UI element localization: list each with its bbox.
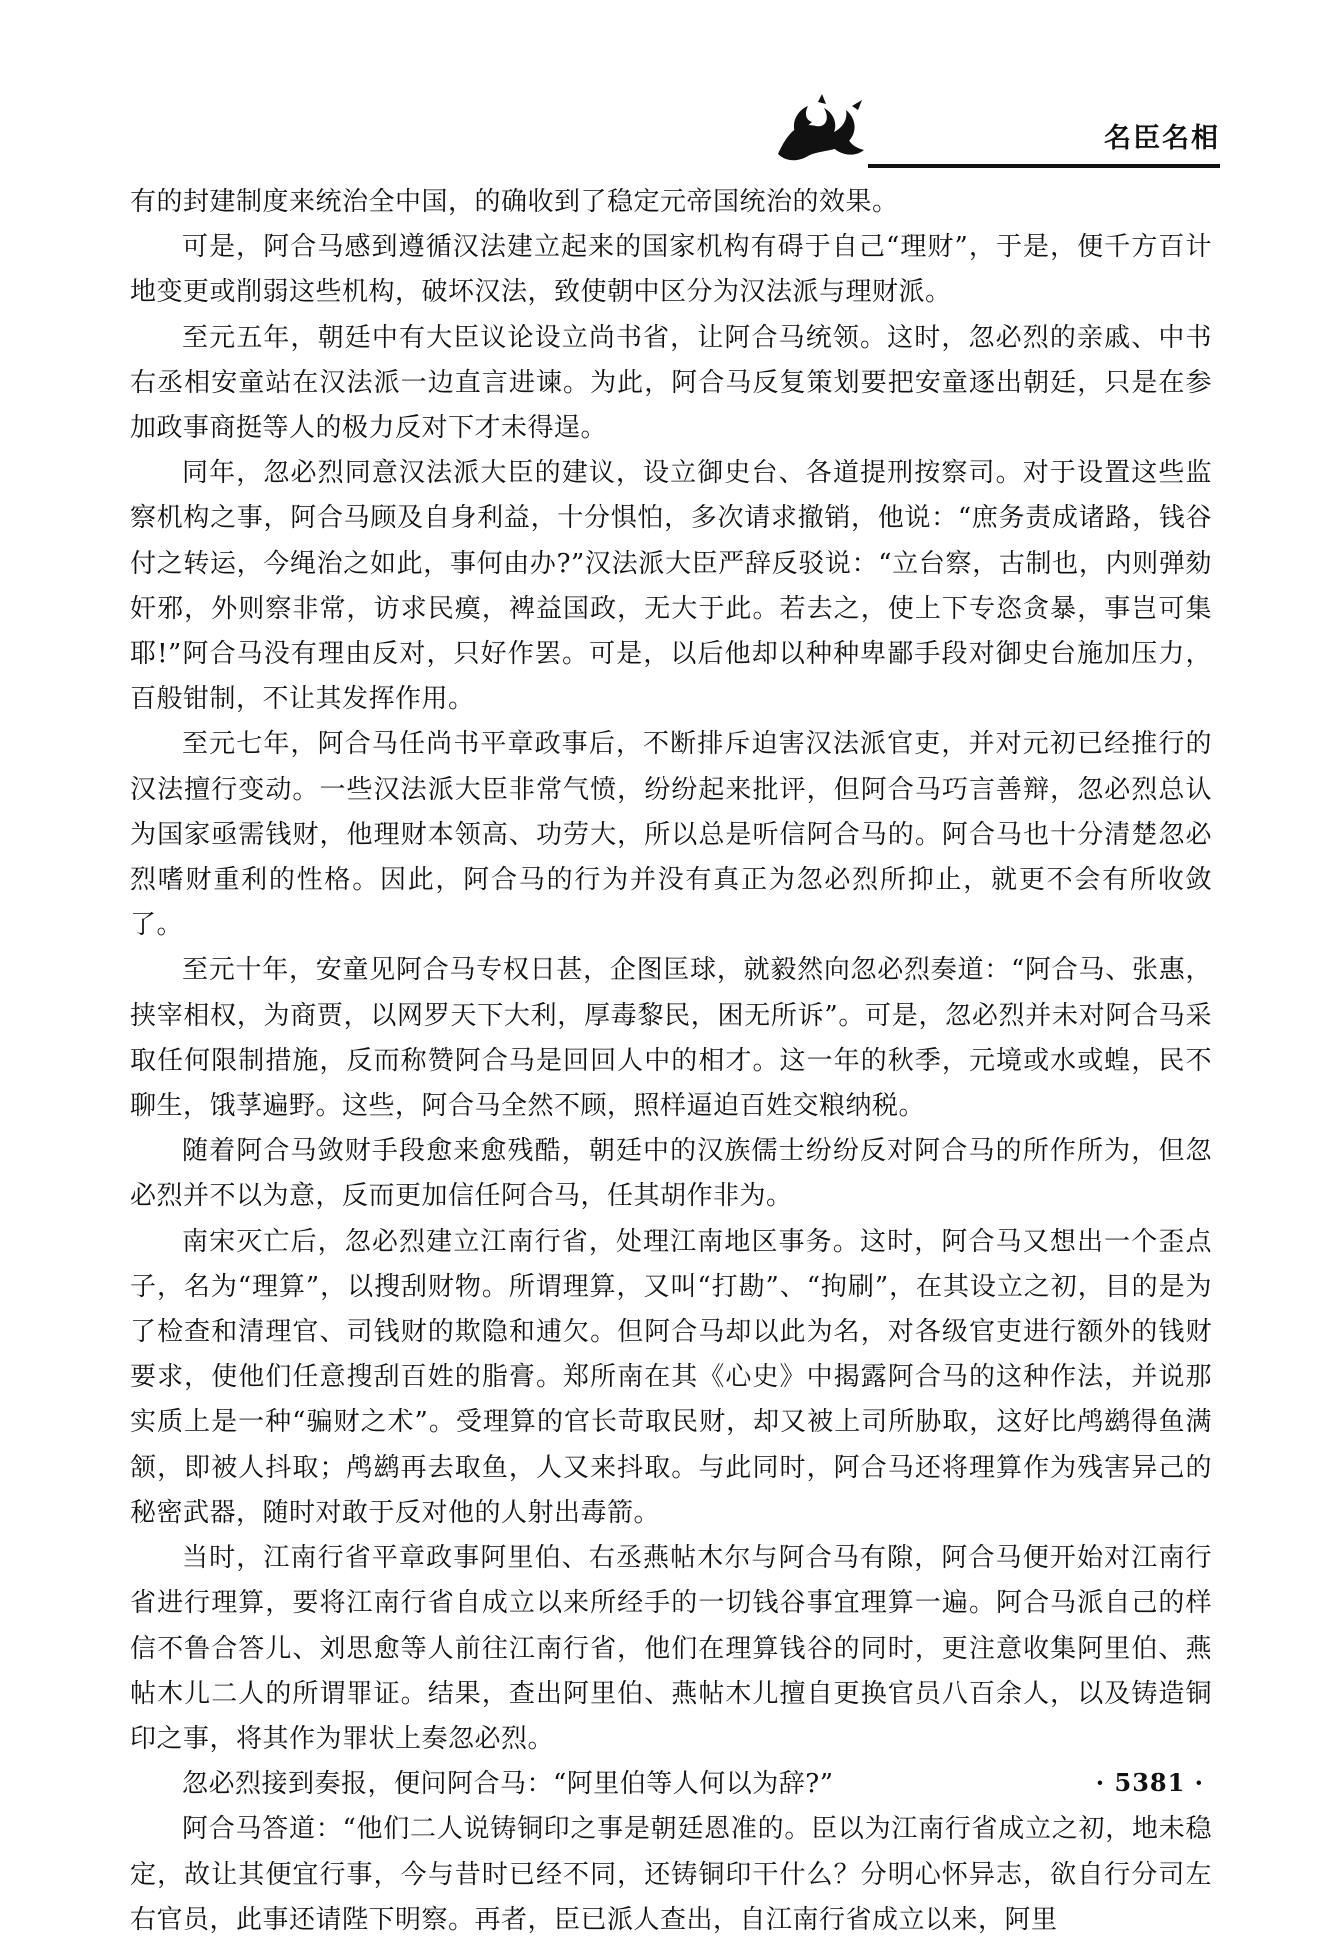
paragraph: 南宋灭亡后，忽必烈建立江南行省，处理江南地区事务。这时，阿合马又想出一个歪点子，名为“理算”，以搜刮财物。所谓理算，又叫“打勘”、“拘刷”，在其设立之初，目的是为了检查和清理官、司钱财的欺隐和逋欠。但阿合马却以此为名，对各级官吏进行额外的钱财要求，使他们任意搜刮百姓的脂膏。郑所南在其《心史》中揭露阿合马的这种作法，并说那实质上是一种“骗财之术”。受理算的官长苛取民财，却又被上司所胁取，这好比鸬鹚得鱼满颔，即被人抖取；鸬鹚再去取鱼，人又来抖取。与此同时，阿合马还将理算作为残害异己的秘密武器，随时对敢于反对他的人射出毒箭。 [130, 1226, 1212, 1528]
running-header-title: 名臣名相 [1104, 123, 1220, 154]
paragraph: 可是，阿合马感到遵循汉法建立起来的国家机构有碍于自己“理财”，于是，便千方百计地变更或削弱这些机构，破坏汉法，致使朝中区分为汉法派与理财派。 [130, 232, 1212, 308]
page-number: · 5381 · [1095, 1768, 1204, 1797]
running-header [768, 92, 1220, 172]
dragon-emblem-icon [768, 92, 878, 172]
paragraph: 同年，忽必烈同意汉法派大臣的建议，设立御史台、各道提刑按察司。对于设置这些监察机构之事，阿合马顾及自身利益，十分惧怕，多次请求撤销，他说：“庶务责成诸路，钱谷付之转运，今绳治之如此，事何由办?”汉法派大臣严辞反驳说：“立台察，古制也，内则弹劾奸邪，外则察非常，访求民瘼，裨益国政，无大于此。若去之，使上下专恣贪暴，事岂可集耶!”阿合马没有理由反对，只好作罢。可是，以后他却以种种卑鄙手段对御史台施加压力，百般钳制，不让其发挥作用。 [130, 458, 1212, 715]
paragraph: 随着阿合马敛财手段愈来愈残酷，朝廷中的汉族儒士纷纷反对阿合马的所作所为，但忽必烈并不以为意，反而更加信任阿合马，任其胡作非为。 [130, 1136, 1212, 1212]
paragraph: 至元十年，安童见阿合马专权日甚，企图匡球，就毅然向忽必烈奏道：“阿合马、张惠，挟宰相权，为商贾，以网罗天下大利，厚毒黎民，困无所诉”。可是，忽必烈并未对阿合马采取任何限制措施，反而称赞阿合马是回回人中的相才。这一年的秋季，元境或水或蝗，民不聊生，饿莩遍野。这些，阿合马全然不顾，照样逼迫百姓交粮纳税。 [130, 955, 1212, 1122]
paragraph: 有的封建制度来统治全中国，的确收到了稳定元帝国统治的效果。 [130, 187, 899, 217]
paragraph: 至元五年，朝廷中有大臣议论设立尚书省，让阿合马统领。这时，忽必烈的亲戚、中书右丞相安童站在汉法派一边直言进谏。为此，阿合马反复策划要把安童逐出朝廷，只是在参加政事商挺等人的极力反对下才未得逞。 [130, 322, 1212, 444]
paragraph: 忽必烈接到奏报，便问阿合马：“阿里伯等人何以为辞?” [182, 1769, 834, 1800]
paragraph: 至元七年，阿合马任尚书平章政事后，不断排斥迫害汉法派官吏，并对元初已经推行的汉法擅行变动。一些汉法派大臣非常气愤，纷纷起来批评，但阿合马巧言善辩，忽必烈总认为国家亟需钱财，他理财本领高、功劳大，所以总是听信阿合马的。阿合马也十分清楚忽必烈嗜财重利的性格。因此，阿合马的行为并没有真正为忽必烈所抑止，就更不会有所收敛了。 [130, 729, 1212, 941]
paragraph: 阿合马答道：“他们二人说铸铜印之事是朝廷恩准的。臣以为江南行省成立之初，地未稳定，故让其便宜行事，今与昔时已经不同，还铸铜印干什么？分明心怀异志，欲自行分司左右官员，此事还请陛下明察。再者，臣已派人查出，自江南行省成立以来，阿里 [130, 1814, 1212, 1935]
header-rule [868, 164, 1220, 168]
body-text [130, 180, 1212, 1943]
paragraph: 当时，江南行省平章政事阿里伯、右丞燕帖木尔与阿合马有隙，阿合马便开始对江南行省进行理算，要将江南行省自成立以来所经手的一切钱谷事宜理算一遍。阿合马派自己的样信不鲁合答儿、刘思愈等人前往江南行省，他们在理算钱谷的同时，更注意收集阿里伯、燕帖木儿二人的所谓罪证。结果，查出阿里伯、燕帖木儿擅自更换官员八百余人，以及铸造铜印之事，将其作为罪状上奏忽必烈。 [130, 1543, 1212, 1754]
